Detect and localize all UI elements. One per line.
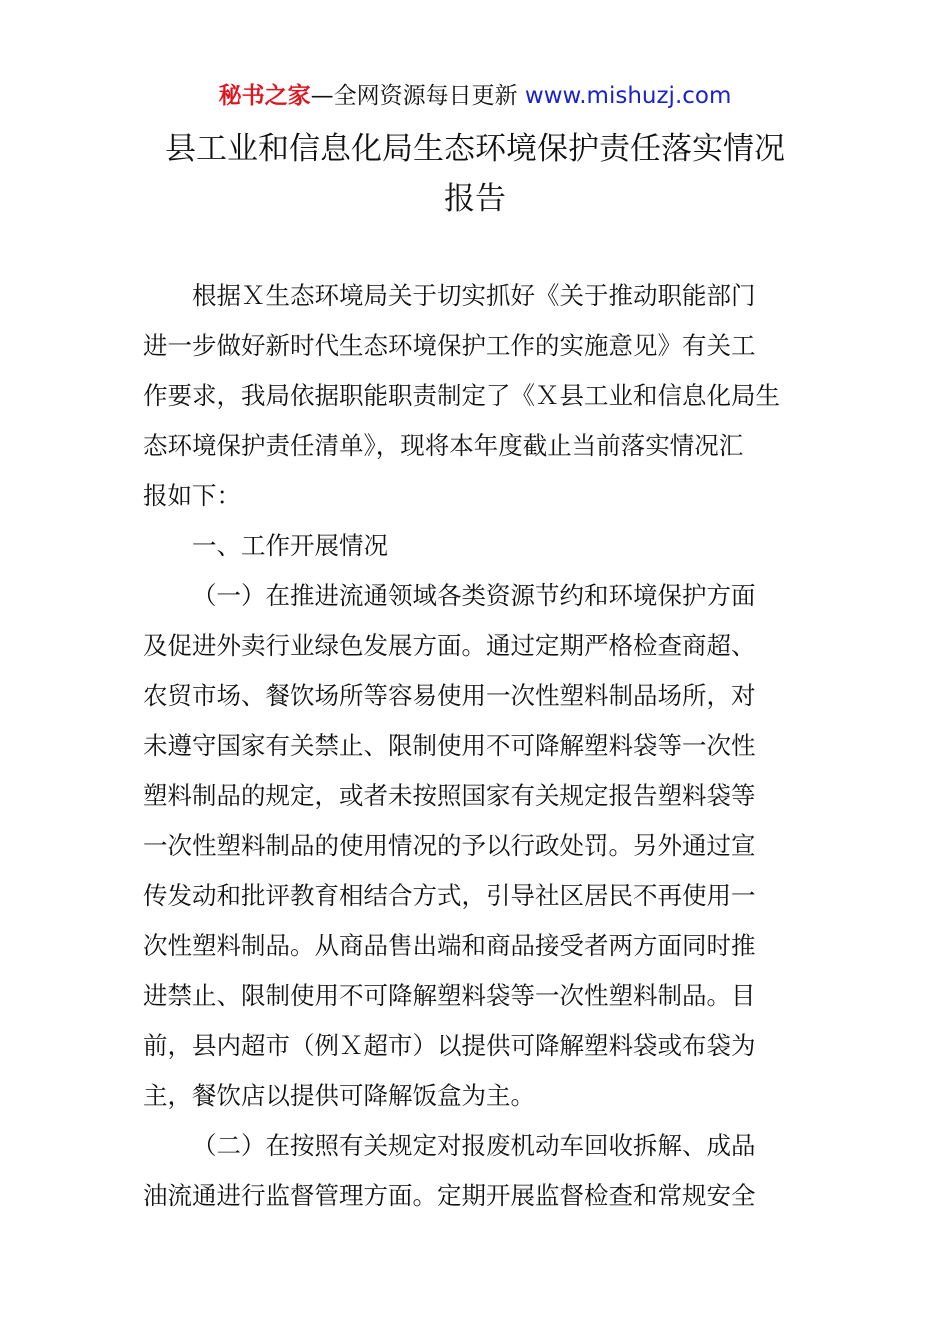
document-body (143, 271, 808, 1221)
body-line: 前，县内超市（例Ｘ超市）以提供可降解塑料袋或布袋为 (143, 1031, 756, 1060)
body-line: 农贸市场、餐饮场所等容易使用一次性塑料制品场所，对 (143, 681, 756, 710)
section-heading: 一、工作开展情况 (192, 531, 388, 560)
document-title (0, 124, 950, 224)
body-line: 根据Ｘ生态环境局关于切实抓好《关于推动职能部门 (192, 281, 756, 310)
body-line: （一）在推进流通领域各类资源节约和环境保护方面 (192, 581, 756, 610)
body-line: 报如下： (143, 481, 241, 510)
body-line: 塑料制品的规定，或者未按照国家有关规定报告塑料袋等 (143, 781, 756, 810)
body-line: 及促进外卖行业绿色发展方面。通过定期严格检查商超、 (143, 631, 756, 660)
body-line: 一次性塑料制品的使用情况的予以行政处罚。另外通过宣 (143, 831, 756, 860)
brand-name: 秘书之家 (218, 83, 311, 109)
body-line: （二）在按照有关规定对报废机动车回收拆解、成品 (192, 1131, 756, 1160)
body-line: 油流通进行监督管理方面。定期开展监督检查和常规安全 (143, 1181, 756, 1210)
body-line: 进一步做好新时代生态环境保护工作的实施意见》有关工 (143, 331, 756, 360)
body-line: 次性塑料制品。从商品售出端和商品接受者两方面同时推 (143, 931, 756, 960)
body-line: 进禁止、限制使用不可降解塑料袋等一次性塑料制品。目 (143, 981, 756, 1010)
body-line: 态环境保护责任清单》，现将本年度截止当前落实情况汇 (143, 431, 744, 460)
title-line: 报告 (444, 181, 506, 217)
body-line: 作要求，我局依据职能职责制定了《Ｘ县工业和信息化局生 (143, 381, 780, 410)
body-line: 主，餐饮店以提供可降解饭盒为主。 (143, 1081, 535, 1110)
header-tagline: —全网资源每日更新 (310, 83, 525, 109)
body-line: 传发动和批评教育相结合方式，引导社区居民不再使用一 (143, 881, 756, 910)
site-url[interactable]: www.mishuzj.com (524, 83, 732, 109)
body-line: 未遵守国家有关禁止、限制使用不可降解塑料袋等一次性 (143, 731, 756, 760)
title-line: 县工业和信息化局生态环境保护责任落实情况 (165, 131, 785, 167)
site-header (0, 80, 950, 112)
